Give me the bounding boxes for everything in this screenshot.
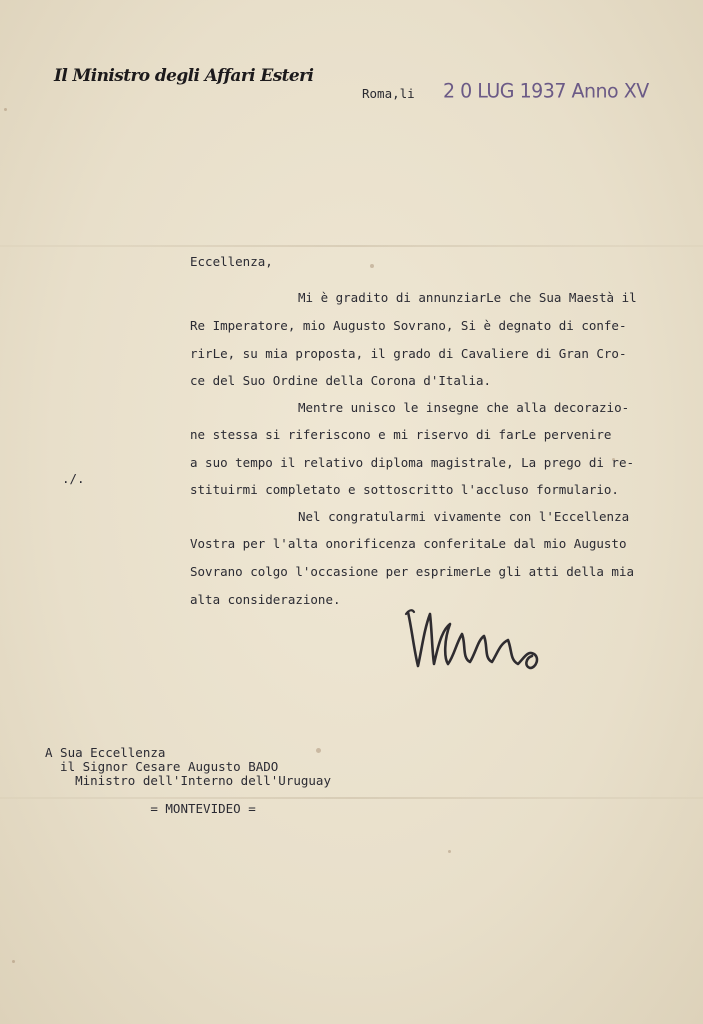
body-line: Re Imperatore, mio Augusto Sovrano, Si è degnato di confe-: [190, 318, 627, 333]
address-line: il Signor Cesare Augusto BADO: [45, 759, 279, 774]
body-line: ne stessa si riferiscono e mi riservo di farLe pervenire: [190, 427, 612, 442]
body-line: stituirmi completato e sottoscritto l'accluso formulario.: [190, 482, 619, 497]
date-stamp: 2 0 LUG 1937 Anno XV: [443, 79, 649, 103]
body-line: rirLe, su mia proposta, il grado di Cavaliere di Gran Cro-: [190, 346, 627, 361]
greeting: Eccellenza,: [190, 254, 273, 269]
body-line: Mi è gradito di annunziarLe che Sua Maestà il: [298, 290, 637, 305]
body-line: Nel congratularmi vivamente con l'Eccellenza: [298, 509, 630, 524]
body-line: Vostra per l'alta onorificenza conferitaLe dal mio Augusto: [190, 536, 627, 551]
paper-speck: [316, 748, 321, 753]
handwritten-signature: [400, 600, 545, 675]
paper-speck: [4, 108, 7, 111]
body-line: Sovrano colgo l'occasione per esprimerLe gli atti della mia: [190, 564, 635, 579]
paper-speck: [370, 264, 374, 268]
paper-fold: [0, 797, 703, 799]
paper-fold: [0, 245, 703, 247]
enclosure-mark: ./.: [62, 471, 85, 486]
body-line: alta considerazione.: [190, 592, 341, 607]
paper-speck: [448, 850, 451, 853]
address-line: Ministro dell'Interno dell'Uruguay: [45, 773, 331, 788]
body-line: a suo tempo il relativo diploma magistrale, La prego di re-: [190, 455, 635, 470]
address-city: = MONTEVIDEO =: [45, 801, 256, 816]
paper-speck: [12, 960, 15, 963]
body-line: ce del Suo Ordine della Corona d'Italia.: [190, 373, 492, 388]
address-line: A Sua Eccellenza: [45, 745, 166, 760]
letterhead: Il Ministro degli Affari Esteri: [54, 66, 314, 86]
date-place-label: Roma,li: [362, 86, 415, 101]
body-line: Mentre unisco le insegne che alla decorazio-: [298, 400, 630, 415]
